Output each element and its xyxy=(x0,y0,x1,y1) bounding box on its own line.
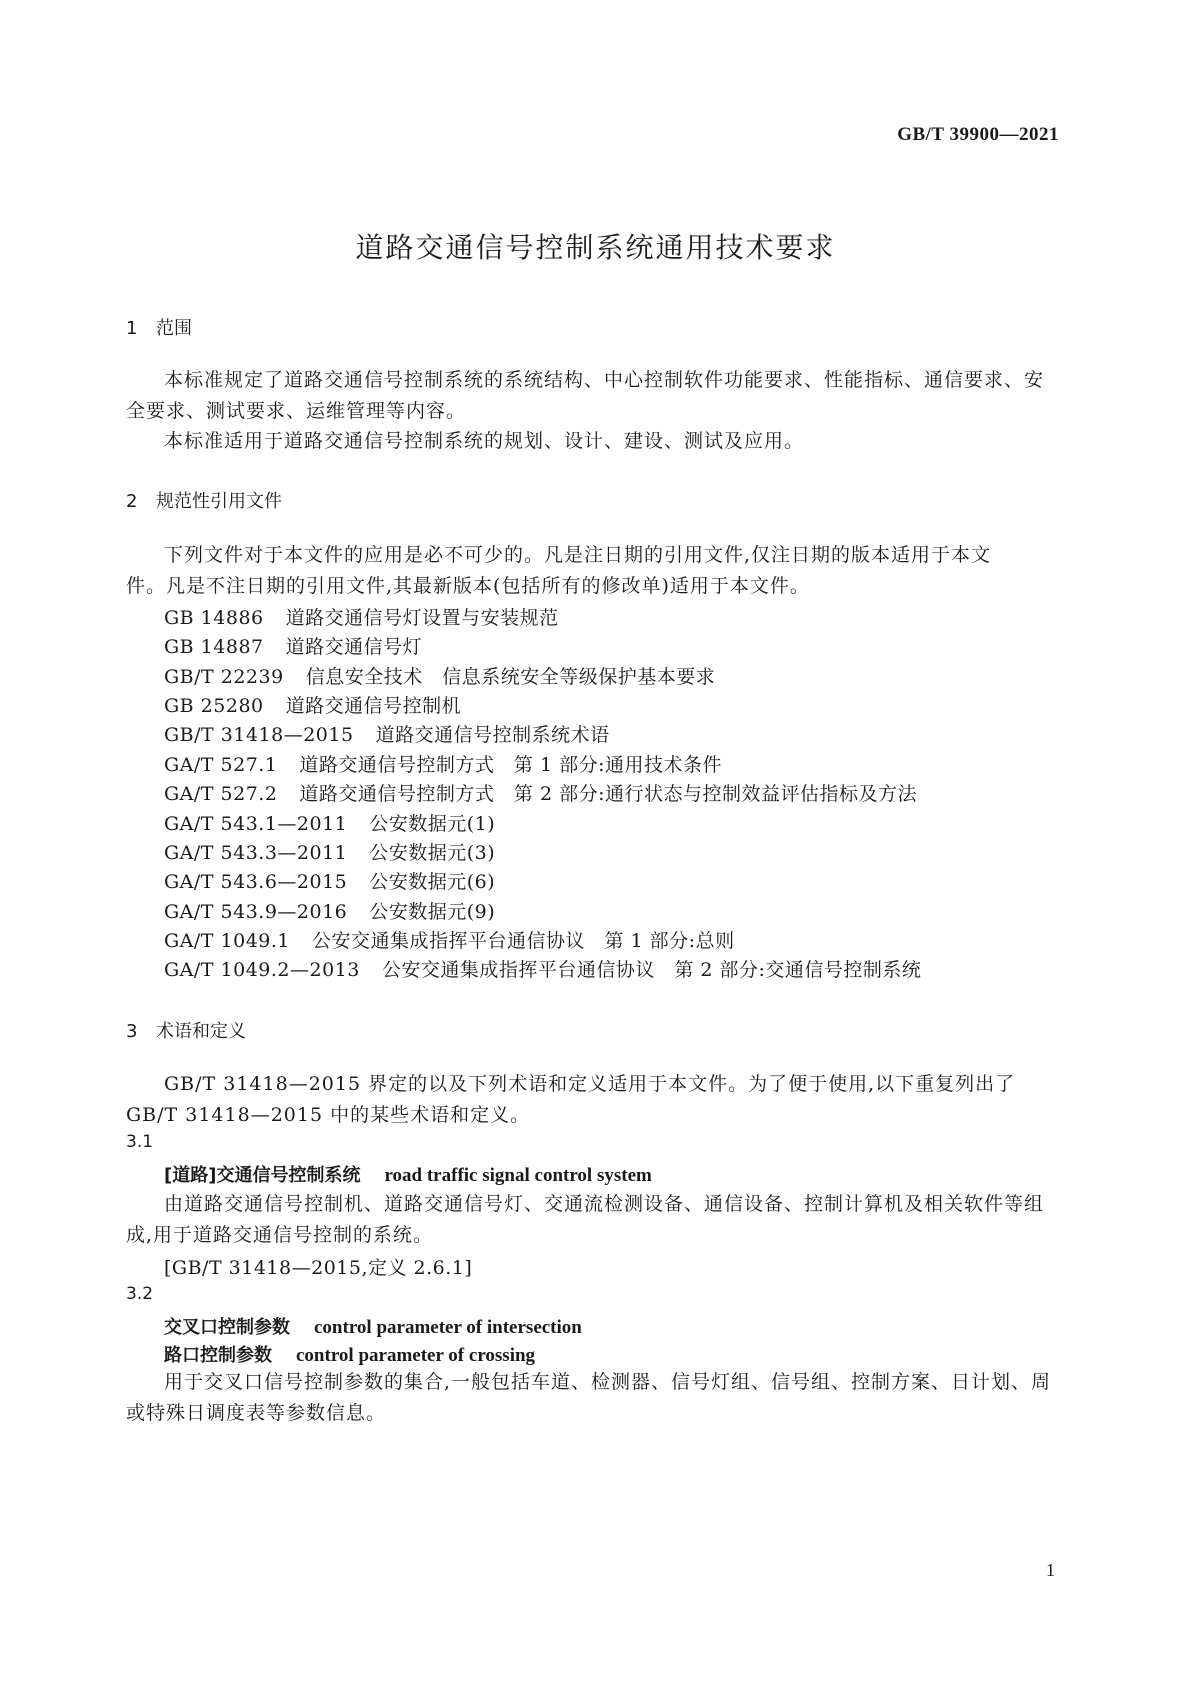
reference-item xyxy=(164,897,495,924)
reference-code: GA/T 1049.2—2013 xyxy=(164,959,360,981)
reference-code: GA/T 527.1 xyxy=(164,754,278,776)
reference-title: 道路交通信号控制方式 第 2 部分:通行状态与控制效益评估指标及方法 xyxy=(299,783,917,805)
reference-code: GB 14886 xyxy=(164,607,264,629)
reference-code: GA/T 543.3—2011 xyxy=(164,842,348,864)
term-3-1-source: [GB/T 31418—2015,定义 2.6.1] xyxy=(164,1257,473,1279)
reference-item xyxy=(164,691,461,718)
reference-item xyxy=(164,926,735,953)
term-3-1 xyxy=(164,1161,652,1187)
section-3-para-line-2: GB/T 31418—2015 中的某些术语和定义。 xyxy=(126,1104,531,1126)
reference-item xyxy=(164,720,610,747)
reference-code: GA/T 527.2 xyxy=(164,783,278,805)
reference-title: 公安数据元(6) xyxy=(369,871,496,893)
section-2-title: 规范性引用文件 xyxy=(156,491,282,512)
reference-title: 公安数据元(9) xyxy=(369,901,496,923)
section-2-number: 2 xyxy=(126,491,138,512)
reference-item xyxy=(164,603,559,630)
reference-title: 公安数据元(3) xyxy=(369,842,496,864)
reference-item xyxy=(164,779,917,806)
term-3-2-zh: 交叉口控制参数 xyxy=(164,1317,290,1338)
reference-code: GA/T 543.1—2011 xyxy=(164,813,348,835)
term-3-1-definition-line-1: 由道路交通信号控制机、道路交通信号灯、交通流检测设备、通信设备、控制计算机及相关软件等组 xyxy=(164,1193,1045,1215)
document-title: 道路交通信号控制系统通用技术要求 xyxy=(355,231,836,264)
section-1-para-1-line-1: 本标准规定了道路交通信号控制系统的系统结构、中心控制软件功能要求、性能指标、通信要求、安 xyxy=(164,369,1045,391)
section-2-para-line-2: 件。凡是不注日期的引用文件,其最新版本(包括所有的修改单)适用于本文件。 xyxy=(126,575,810,597)
section-3-para-line-1: GB/T 31418—2015 界定的以及下列术语和定义适用于本文件。为了便于使用,以下重复列出了 xyxy=(164,1073,1016,1095)
page-number: 1 xyxy=(1046,1560,1055,1580)
reference-code: GB/T 22239 xyxy=(164,666,284,688)
section-3-title: 术语和定义 xyxy=(156,1021,246,1042)
term-3-2 xyxy=(164,1313,582,1339)
reference-title: 公安数据元(1) xyxy=(369,813,496,835)
section-1-para-2: 本标准适用于道路交通信号控制系统的规划、设计、建设、测试及应用。 xyxy=(164,430,805,452)
term-3-1-en: road traffic signal control system xyxy=(384,1165,652,1186)
section-1-title: 范围 xyxy=(156,318,192,339)
term-3-2-alt xyxy=(164,1341,535,1367)
reference-item xyxy=(164,838,495,865)
reference-title: 公安交通集成指挥平台通信协议 第 2 部分:交通信号控制系统 xyxy=(381,959,922,981)
section-1-heading xyxy=(126,314,192,340)
term-3-1-zh: [道路]交通信号控制系统 xyxy=(164,1165,361,1186)
reference-title: 道路交通信号灯 xyxy=(285,636,423,658)
reference-title: 信息安全技术 信息系统安全等级保护基本要求 xyxy=(305,666,716,688)
reference-code: GA/T 543.6—2015 xyxy=(164,871,348,893)
reference-title: 道路交通信号控制方式 第 1 部分:通用技术条件 xyxy=(299,754,722,776)
term-3-1-definition-line-2: 成,用于道路交通信号控制的系统。 xyxy=(126,1224,434,1246)
reference-code: GB 14887 xyxy=(164,636,264,658)
term-3-2-en: control parameter of intersection xyxy=(314,1317,582,1338)
term-3-2-definition-line-2: 或特殊日调度表等参数信息。 xyxy=(126,1402,387,1424)
term-3-2-alt-zh: 路口控制参数 xyxy=(164,1345,272,1366)
reference-code: GA/T 1049.1 xyxy=(164,930,290,952)
reference-code: GB 25280 xyxy=(164,695,264,717)
term-3-1-number: 3.1 xyxy=(126,1132,154,1152)
reference-item xyxy=(164,662,715,689)
term-3-2-definition-line-1: 用于交叉口信号控制参数的集合,一般包括车道、检测器、信号灯组、信号组、控制方案、日计划、周 xyxy=(164,1371,1052,1393)
reference-item xyxy=(164,867,495,894)
reference-item xyxy=(164,750,722,777)
reference-code: GA/T 543.9—2016 xyxy=(164,901,348,923)
reference-title: 道路交通信号控制系统术语 xyxy=(375,724,610,746)
reference-title: 道路交通信号控制机 xyxy=(285,695,462,717)
term-3-2-number: 3.2 xyxy=(126,1284,154,1304)
section-1-number: 1 xyxy=(126,318,138,339)
reference-item xyxy=(164,809,495,836)
reference-item xyxy=(164,955,921,982)
section-1-para-1-line-2: 全要求、测试要求、运维管理等内容。 xyxy=(126,400,467,422)
section-3-number: 3 xyxy=(126,1021,138,1042)
standard-number: GB/T 39900—2021 xyxy=(897,124,1059,145)
reference-title: 道路交通信号灯设置与安装规范 xyxy=(285,607,559,629)
section-2-para-line-1: 下列文件对于本文件的应用是必不可少的。凡是注日期的引用文件,仅注日期的版本适用于本文 xyxy=(164,544,992,566)
section-3-heading xyxy=(126,1017,246,1043)
reference-title: 公安交通集成指挥平台通信协议 第 1 部分:总则 xyxy=(312,930,735,952)
term-3-2-alt-en: control parameter of crossing xyxy=(296,1345,536,1366)
section-2-heading xyxy=(126,487,282,513)
reference-code: GB/T 31418—2015 xyxy=(164,724,354,746)
reference-item xyxy=(164,632,422,659)
